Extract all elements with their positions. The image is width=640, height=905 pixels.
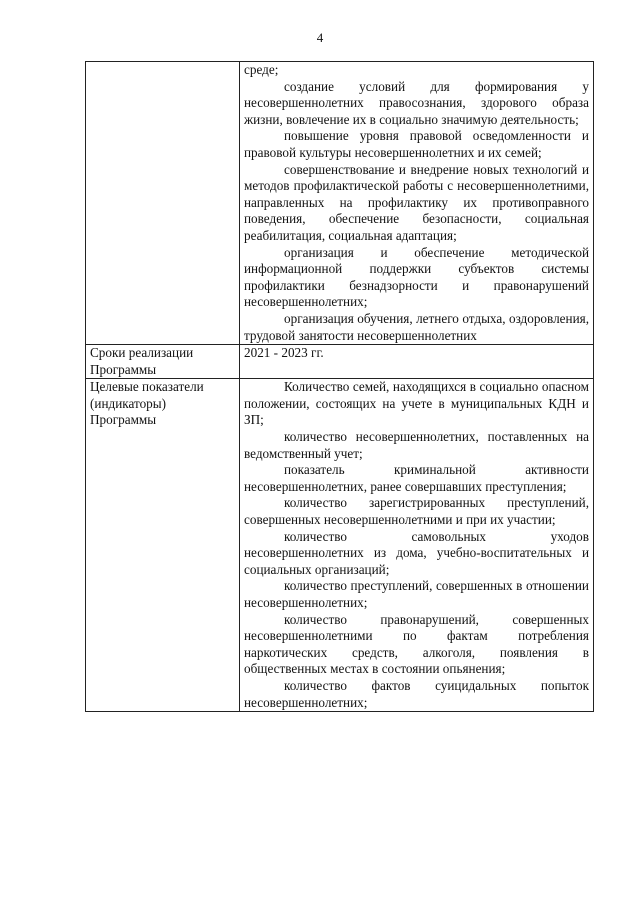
program-passport-table <box>85 61 594 712</box>
list-item: количество правонарушений, совершенных несовершеннолетними по фактам потребления наркотических средств, алкоголя, появления в общественных местах в состоянии опьянения; <box>244 611 589 677</box>
list-item: организация и обеспечение методической информационной поддержки субъектов системы профилактики безнадзорности и правонарушений несовершеннолетних; <box>244 244 589 310</box>
list-item: повышение уровня правовой осведомленности и правовой культуры несовершеннолетних и их семей; <box>244 128 589 160</box>
list-item: количество несовершеннолетних, поставленных на ведомственный учет; <box>244 429 589 461</box>
table-row <box>86 379 594 712</box>
list-item: создание условий для формирования у несовершеннолетних правосознания, здорового образа жизни, вовлечение их в социально значимую деятельность; <box>244 78 589 127</box>
list-item: количество фактов суицидальных попыток несовершеннолетних; <box>244 677 589 710</box>
row-label-cell <box>86 379 240 712</box>
page-number: 4 <box>316 30 324 45</box>
row-content-cell <box>240 379 594 712</box>
list-item: среде; <box>244 62 279 77</box>
table-row <box>86 62 594 345</box>
list-item: 2021 - 2023 гг. <box>244 345 324 361</box>
list-item: Количество семей, находящихся в социально опасном положении, состоящих на учете в муниципальных КДН и ЗП; <box>244 379 589 428</box>
row-label: Целевые показатели (индикаторы) Программы <box>90 379 204 428</box>
row-content-cell <box>240 345 594 379</box>
list-item: организация обучения, летнего отдыха, оздоровления, трудовой занятости несовершеннолетних <box>244 310 589 343</box>
list-item: показатель криминальной активности несовершеннолетних, ранее совершавших преступления; <box>244 462 589 494</box>
list-item: количество преступлений, совершенных в отношении несовершеннолетних; <box>244 578 589 610</box>
row-content-cell <box>240 62 594 345</box>
row-label-cell <box>86 345 240 379</box>
list-item: количество самовольных уходов несовершеннолетних из дома, учебно-воспитательных и социальных организаций; <box>244 528 589 577</box>
list-item: количество зарегистрированных преступлений, совершенных несовершеннолетними и при их участии; <box>244 495 589 528</box>
row-label-cell <box>86 62 240 345</box>
table-row <box>86 345 594 379</box>
row-label: Сроки реализации Программы <box>90 345 194 377</box>
list-item: совершенствование и внедрение новых технологий и методов профилактической работы с несовершеннолетними, направленных на профилактику их противоправного поведения, обеспечение безопасности, социальная реабилитация, социальная адаптация; <box>244 161 589 243</box>
